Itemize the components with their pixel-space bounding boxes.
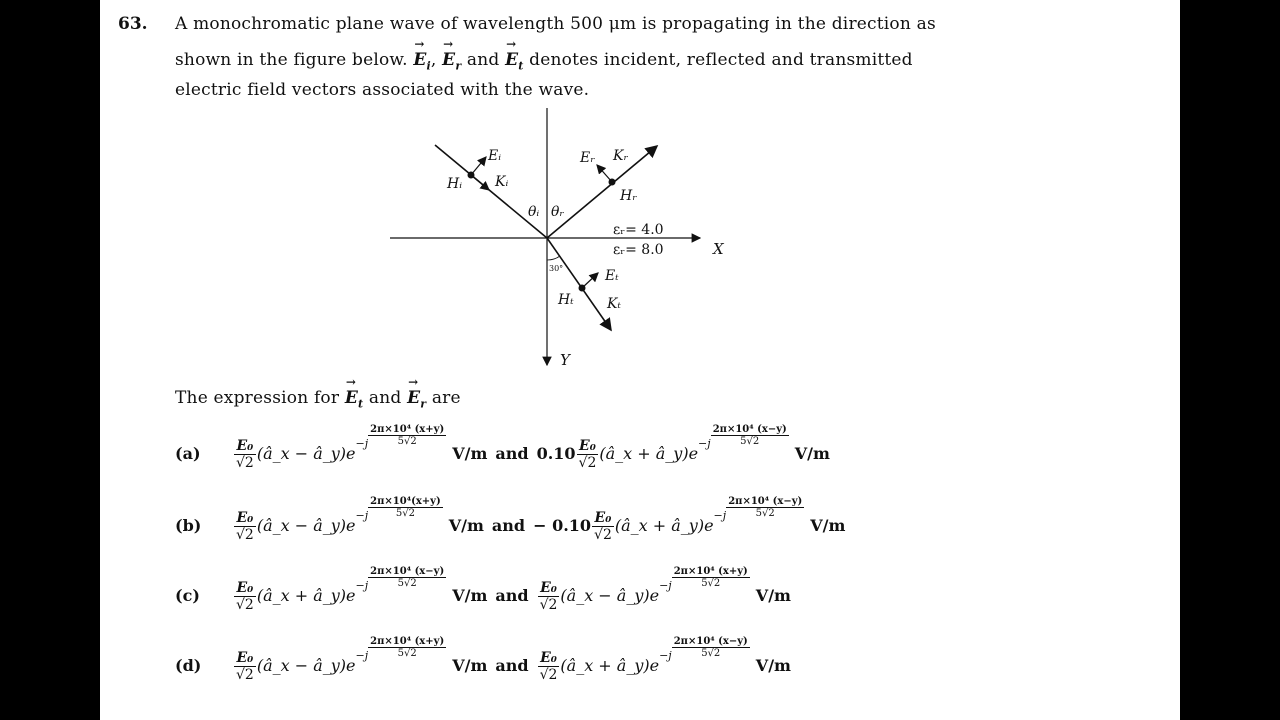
E0-over-sqrt2 xyxy=(234,650,256,683)
frac-num: E₀ xyxy=(234,650,256,667)
exponent-num: 2π×10⁴ (x+y) xyxy=(673,566,748,577)
transmitted-E-arrow xyxy=(582,273,598,288)
unit-1: V/m xyxy=(452,444,488,464)
exp-base-2: e xyxy=(649,586,660,606)
exponent-fraction xyxy=(368,636,446,659)
question-page xyxy=(100,0,1180,720)
exponent: −j xyxy=(698,437,711,451)
unit-vector-1: (â_x − â_y) xyxy=(256,444,347,464)
option-c[interactable] xyxy=(175,566,791,614)
label-Hr: Hᵣ xyxy=(620,188,638,204)
vector-Ei-letter: E xyxy=(413,50,427,70)
exponent-den: 5√2 xyxy=(701,578,721,589)
vector-Ei-sub: i xyxy=(426,59,431,73)
exponent-fraction xyxy=(368,424,446,447)
unit-vector-2: (â_x − â_y) xyxy=(560,586,650,606)
E0-over-sqrt2 xyxy=(538,650,560,683)
exponent-fraction xyxy=(672,566,750,589)
exp-base-2: e xyxy=(649,656,660,676)
vector-Et-letter: E xyxy=(505,50,519,70)
exponent-den: 5√2 xyxy=(397,578,417,589)
frac-den: √2 xyxy=(236,597,254,614)
E0-over-sqrt2 xyxy=(538,580,560,613)
exponent: −j xyxy=(355,579,369,593)
unit-1: V/m xyxy=(452,656,488,676)
label-Kr: Kᵣ xyxy=(613,148,629,164)
label-angle-30: 30° xyxy=(549,264,564,273)
coefficient: − 0.10 xyxy=(533,516,592,536)
exponent-den: 5√2 xyxy=(740,436,760,447)
exponent-den: 5√2 xyxy=(395,508,415,519)
E0-over-sqrt2 xyxy=(577,438,599,471)
option-d[interactable] xyxy=(175,636,791,684)
prompt-vector-Er-letter: E xyxy=(407,388,421,408)
exponent-den: 5√2 xyxy=(755,508,775,519)
vector-Et xyxy=(505,50,523,72)
vector-Er-sub: r xyxy=(455,59,462,73)
question-number: 63. xyxy=(118,14,148,34)
incident-K-arrow xyxy=(471,175,489,190)
transmission-angle-arc xyxy=(547,256,560,260)
label-X: X xyxy=(713,240,724,258)
wave-figure xyxy=(385,100,765,380)
unit-2: V/m xyxy=(794,444,830,464)
question-line-1 xyxy=(175,14,936,34)
unit-vector-2: (â_x + â_y) xyxy=(599,444,689,464)
question-text-1: A monochromatic plane wave of wavelength 500 μm is propagating in the direction as xyxy=(175,14,936,34)
exponent: −j xyxy=(355,509,369,523)
incident-E-arrow xyxy=(471,157,486,175)
vector-Et-sub: t xyxy=(518,59,524,73)
and-word: and xyxy=(491,516,526,536)
label-Ei: Eᵢ xyxy=(488,148,502,164)
option-label: (a) xyxy=(175,444,201,464)
exponent: −j xyxy=(355,649,369,663)
frac-den: √2 xyxy=(236,455,254,472)
unit-2: V/m xyxy=(755,586,791,606)
exponent-num: 2π×10⁴ (x+y) xyxy=(370,424,445,435)
label-Kt: Kₜ xyxy=(607,296,621,312)
exponent-den: 5√2 xyxy=(701,648,721,659)
question-line-2: shown in the figure below. → $E_i$, → $E_r$ and → $E_t$ denotes incident, reflected and transmitted xyxy=(175,50,913,72)
exp-base-2: e xyxy=(688,444,699,464)
frac-num: E₀ xyxy=(234,438,256,455)
prompt-vector-Er xyxy=(407,388,426,410)
exponent: −j xyxy=(713,509,727,523)
frac-den: √2 xyxy=(236,527,254,544)
frac-den: √2 xyxy=(578,455,597,472)
label-Hi: Hᵢ xyxy=(447,176,463,192)
option-label: (c) xyxy=(175,586,200,606)
exponent-num: 2π×10⁴ (x−y) xyxy=(712,424,787,435)
frac-num: E₀ xyxy=(577,438,599,455)
frac-den: √2 xyxy=(539,597,558,614)
exp-base-1: e xyxy=(346,586,356,606)
exponent: −j xyxy=(659,579,672,593)
exp-base-1: e xyxy=(346,444,356,464)
coefficient: 0.10 xyxy=(536,444,576,464)
E0-over-sqrt2 xyxy=(234,580,256,613)
prompt-text-b: and xyxy=(368,388,402,408)
exponent-fraction xyxy=(711,424,789,447)
and-word: and xyxy=(495,656,529,676)
unit-2: V/m xyxy=(810,516,846,536)
and-word: and xyxy=(495,586,529,606)
unit-vector-1: (â_x + â_y) xyxy=(256,586,347,606)
E0-over-sqrt2 xyxy=(234,438,256,471)
label-Et: Eₜ xyxy=(605,268,619,284)
frac-den: √2 xyxy=(594,527,612,544)
option-b[interactable] xyxy=(175,496,846,544)
unit-1: V/m xyxy=(452,586,488,606)
vector-Ei xyxy=(413,50,431,72)
option-label: (b) xyxy=(175,516,202,536)
label-Y: Y xyxy=(560,351,570,369)
prompt-vector-Et-letter: E xyxy=(344,388,358,408)
exponent-num: 2π×10⁴ (x−y) xyxy=(370,566,445,577)
prompt-vector-Er-sub: r xyxy=(420,397,427,411)
and-word: and xyxy=(495,444,529,464)
label-epsilon-1: εᵣ= 4.0 xyxy=(613,222,664,238)
exponent-num: 2π×10⁴ (x−y) xyxy=(728,496,803,507)
exp-base-1: e xyxy=(346,516,356,536)
question-text-2c: denotes incident, reflected and transmitted xyxy=(529,50,913,70)
transmitted-ray xyxy=(547,238,611,330)
exp-base-2: e xyxy=(704,516,714,536)
unit-vector-1: (â_x − â_y) xyxy=(256,656,347,676)
unit-2: V/m xyxy=(755,656,791,676)
frac-num: E₀ xyxy=(234,580,256,597)
exponent-fraction xyxy=(368,566,446,589)
exponent: −j xyxy=(659,649,672,663)
label-Ht: Hₜ xyxy=(558,292,574,308)
option-label: (d) xyxy=(175,656,202,676)
exponent-num: 2π×10⁴(x+y) xyxy=(370,496,441,507)
question-text-2a: shown in the figure below. xyxy=(175,50,408,70)
question-line-3 xyxy=(175,80,589,100)
frac-den: √2 xyxy=(236,667,254,684)
reflected-E-arrow xyxy=(597,165,612,182)
label-theta-i: θᵢ xyxy=(528,204,540,220)
E0-over-sqrt2 xyxy=(592,510,614,543)
E0-over-sqrt2 xyxy=(234,510,256,543)
exponent-den: 5√2 xyxy=(397,436,417,447)
prompt-vector-Et xyxy=(345,388,363,410)
prompt-text-c: are xyxy=(431,388,461,408)
vector-Er-letter: E xyxy=(442,50,456,70)
exponent-num: 2π×10⁴ (x+y) xyxy=(370,636,445,647)
prompt-line xyxy=(175,388,461,410)
frac-den: √2 xyxy=(539,667,558,684)
unit-vector-2: (â_x + â_y) xyxy=(614,516,705,536)
question-text-2b: and xyxy=(466,50,500,70)
exponent-fraction xyxy=(368,496,443,519)
exp-base-1: e xyxy=(346,656,356,676)
unit-vector-1: (â_x − â_y) xyxy=(256,516,347,536)
unit-vector-2: (â_x + â_y) xyxy=(560,656,650,676)
exponent-num: 2π×10⁴ (x−y) xyxy=(673,636,748,647)
label-theta-r: θᵣ xyxy=(551,204,565,220)
frac-num: E₀ xyxy=(592,510,614,527)
prompt-vector-Et-sub: t xyxy=(357,397,364,411)
frac-num: E₀ xyxy=(234,510,256,527)
exponent: −j xyxy=(355,437,369,451)
exponent-fraction xyxy=(672,636,750,659)
exponent-den: 5√2 xyxy=(397,648,417,659)
prompt-text-a: The expression for xyxy=(175,388,340,408)
frac-num: E₀ xyxy=(538,650,560,667)
label-Er: Eᵣ xyxy=(580,150,596,166)
frac-num: E₀ xyxy=(538,580,560,597)
unit-1: V/m xyxy=(448,516,484,536)
option-a[interactable] xyxy=(175,424,830,472)
label-epsilon-2: εᵣ= 8.0 xyxy=(613,242,664,258)
vector-Er xyxy=(442,50,461,72)
exponent-fraction xyxy=(726,496,804,519)
question-text-3: electric field vectors associated with the wave. xyxy=(175,80,590,100)
label-Ki: Kᵢ xyxy=(495,174,509,190)
